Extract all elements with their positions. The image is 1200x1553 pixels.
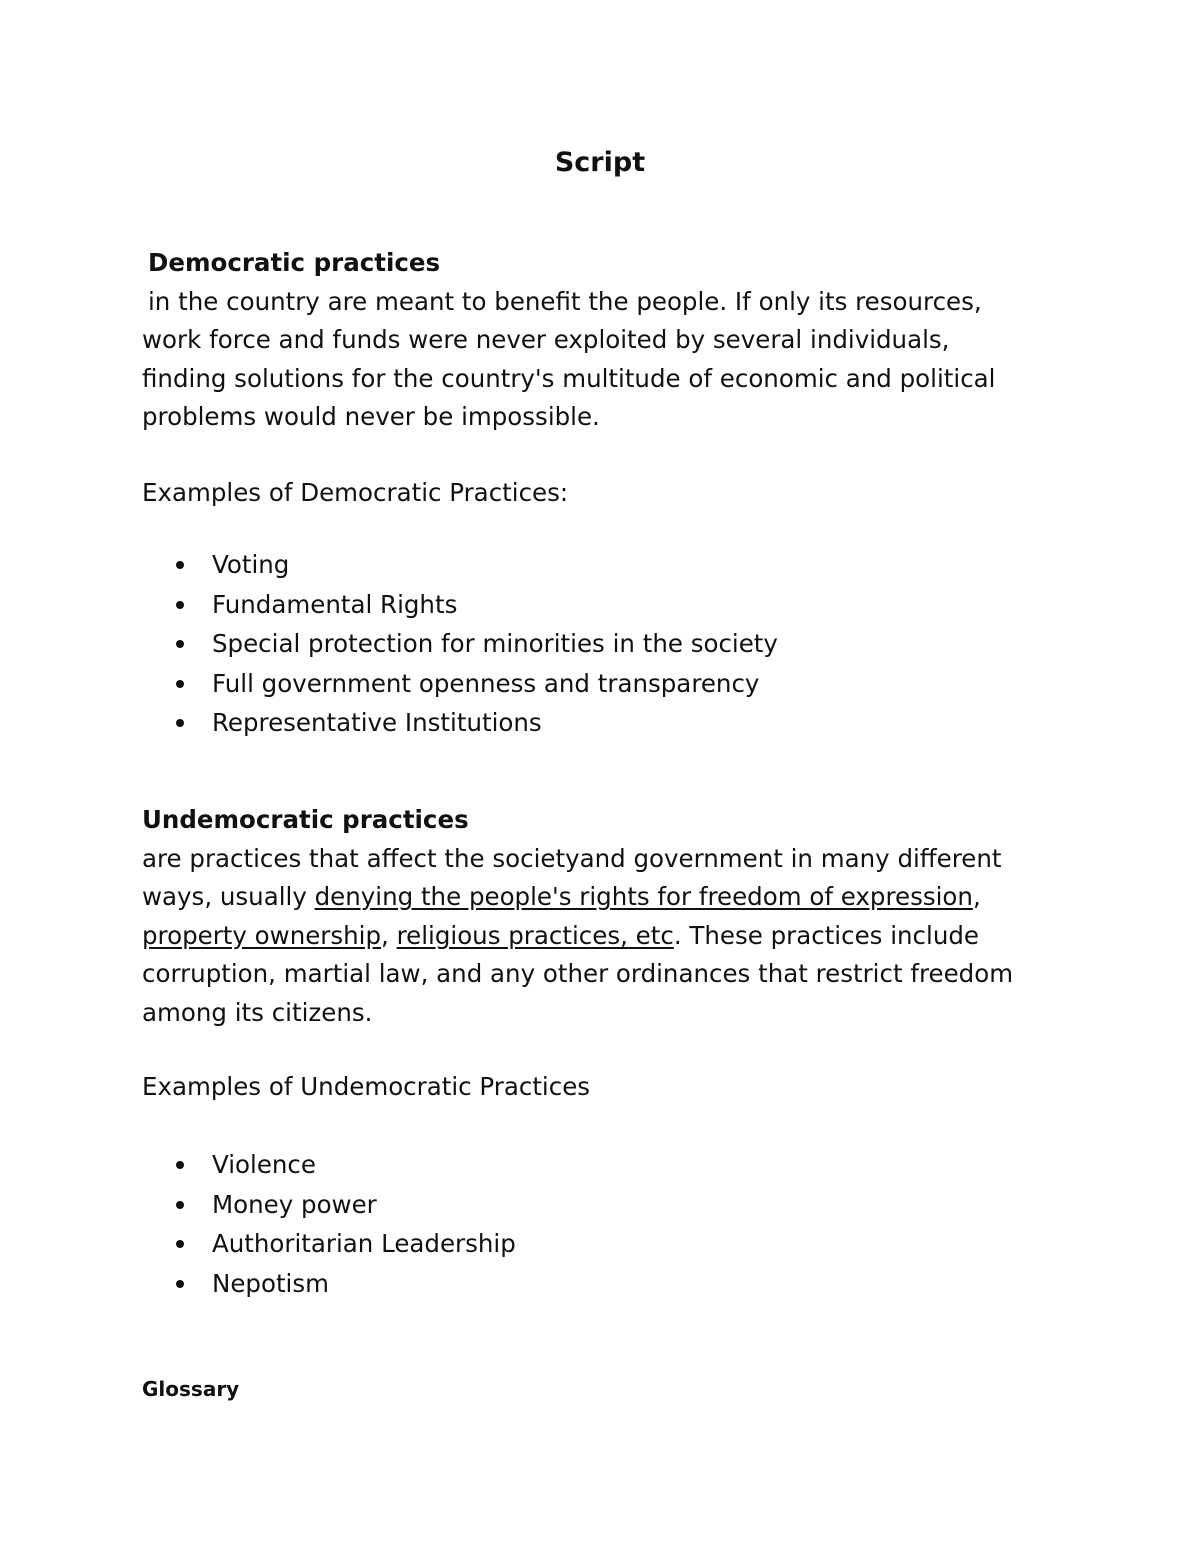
- list-item: [142, 1145, 516, 1185]
- list-item: [142, 1264, 516, 1304]
- text-run: ,: [972, 882, 981, 912]
- list-item-text: Nepotism: [212, 1268, 329, 1298]
- list-item-text: Full government openness and transparency: [212, 668, 760, 698]
- page-title: Script: [554, 147, 646, 178]
- undemocratic-section: [142, 801, 1082, 1033]
- text-run: ways, usually: [142, 882, 315, 912]
- bullet-icon: [176, 680, 184, 688]
- democratic-paragraph-line: work force and funds were never exploited by several individuals,: [142, 325, 950, 355]
- democratic-examples-label: Examples of Democratic Practices:: [142, 478, 569, 507]
- undemocratic-paragraph-line: [142, 878, 1082, 917]
- democratic-section: [142, 244, 1082, 437]
- list-item-text: Voting: [212, 550, 290, 579]
- undemocratic-examples-list: [142, 1145, 516, 1303]
- bullet-icon: [176, 719, 184, 727]
- democratic-paragraph-line: in the country are meant to benefit the people. If only its resources,: [148, 286, 982, 316]
- list-item-text: Representative Institutions: [212, 708, 542, 738]
- list-item-text: Money power: [212, 1189, 377, 1219]
- democratic-heading: Democratic practices: [148, 248, 441, 277]
- list-item-text: Fundamental Rights: [212, 589, 458, 619]
- undemocratic-paragraph-line: [142, 917, 1082, 956]
- democratic-paragraph-line: finding solutions for the country's multitude of economic and political: [142, 363, 996, 393]
- undemocratic-paragraph-line: among its citizens.: [142, 997, 373, 1027]
- text-run: ,: [381, 920, 397, 950]
- undemocratic-examples-label: Examples of Undemocratic Practices: [142, 1072, 591, 1101]
- undemocratic-paragraph-line: are practices that affect the societyand government in many different: [142, 843, 1002, 873]
- list-item: [142, 585, 778, 625]
- list-item: [142, 703, 778, 743]
- list-item-text: Special protection for minorities in the society: [212, 629, 778, 659]
- bullet-icon: [176, 640, 184, 648]
- bullet-icon: [176, 1201, 184, 1209]
- list-item: [142, 545, 778, 585]
- list-item: [142, 664, 778, 704]
- bullet-icon: [176, 1280, 184, 1288]
- bullet-icon: [176, 561, 184, 569]
- bullet-icon: [176, 1240, 184, 1248]
- list-item-text: Authoritarian Leadership: [212, 1229, 516, 1259]
- glossary-heading: Glossary: [142, 1377, 240, 1401]
- text-run: . These practices include: [673, 920, 979, 950]
- list-item-text: Violence: [212, 1150, 316, 1179]
- undemocratic-paragraph-line: corruption, martial law, and any other ordinances that restrict freedom: [142, 959, 1014, 989]
- undemocratic-heading: Undemocratic practices: [142, 805, 469, 834]
- underlined-text: religious practices, etc: [396, 920, 674, 950]
- underlined-text: property ownership: [142, 920, 382, 950]
- list-item: [142, 1185, 516, 1225]
- bullet-icon: [176, 1161, 184, 1169]
- list-item: [142, 624, 778, 664]
- underlined-text: denying the people's rights for freedom of expression: [314, 882, 973, 912]
- democratic-paragraph-line: problems would never be impossible.: [142, 402, 600, 432]
- democratic-examples-list: [142, 545, 778, 743]
- bullet-icon: [176, 601, 184, 609]
- list-item: [142, 1224, 516, 1264]
